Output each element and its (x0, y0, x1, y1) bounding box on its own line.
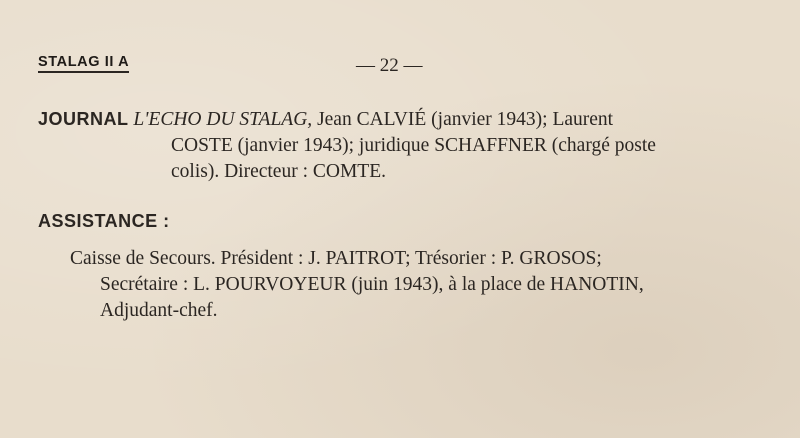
page-number: — 22 — (356, 55, 423, 76)
assistance-entry (70, 246, 756, 324)
journal-label: JOURNAL (38, 109, 129, 129)
assistance-heading: ASSISTANCE : (38, 211, 170, 231)
assistance-line-1: Caisse de Secours. Président : J. PAITROT; Trésorier : P. GROSOS; (70, 248, 602, 269)
section-label: STALAG II A (38, 54, 129, 73)
journal-line-2: COSTE (janvier 1943); juridique SCHAFFNER (chargé poste (171, 135, 656, 156)
journal-line-3: colis). Directeur : COMTE. (171, 161, 386, 182)
assistance-line-2: Secrétaire : L. POURVOYEUR (juin 1943), à la place de HANOTIN, (100, 274, 644, 295)
journal-line-1-text: Jean CALVIÉ (janvier 1943); Laurent (312, 109, 614, 130)
journal-title: L'ECHO DU STALAG, (133, 109, 313, 130)
assistance-line-3: Adjudant-chef. (100, 300, 218, 321)
journal-entry (38, 106, 754, 185)
journal-line-1 (38, 106, 754, 133)
